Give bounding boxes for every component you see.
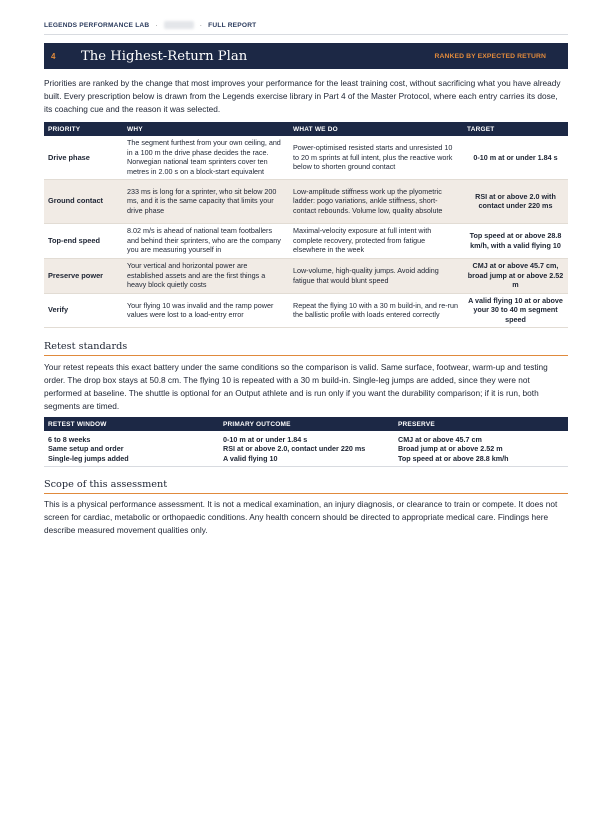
col-header-primary-outcome: PRIMARY OUTCOME [219, 417, 394, 431]
running-head [44, 21, 568, 29]
col-header-priority: PRIORITY [44, 122, 123, 136]
table-row [44, 431, 568, 466]
preserve-line: CMJ at or above 45.7 cm [398, 435, 482, 444]
primary-outcome-cell [219, 431, 394, 466]
table-row [44, 293, 568, 327]
scope-heading: Scope of this assessment [44, 479, 168, 490]
preserve-cell [394, 431, 568, 466]
retest-body: Your retest repeats this exact battery under the same conditions so the comparison is valid. Same surface, footwear, warm-up and testing order. The drop box stays at 50.8 cm. The flying 10 is repeated with a 30 m build-in. Single-leg jumps are added, since they were not performed at baseline. The shuttle is optional for an Output athlete and is run only if you want the durability comparison; if it is run, both segments are timed. [44, 362, 548, 411]
target-cell: RSI at or above 2.0 with contact under 220 ms [463, 179, 568, 223]
retest-table [44, 417, 568, 467]
target-cell: 0-10 m at or under 1.84 s [463, 136, 568, 179]
what-cell: Low-volume, high-quality jumps. Avoid adding fatigue that would blunt speed [289, 258, 463, 293]
col-header-why: WHY [123, 122, 289, 136]
why-cell: 8.02 m/s is ahead of national team footballers and behind their sprinters, who are the company you are measuring yourself in [123, 223, 289, 258]
running-head-separator-2: · [199, 21, 203, 29]
why-cell: Your flying 10 was invalid and the ramp power values were lost to a load-entry error [123, 293, 289, 327]
scope-body: This is a physical performance assessment. It is not a medical examination, an injury diagnosis, or clearance to train or compete. It does not screen for cardiac, metabolic or orthopaedic conditions. Any health concern should be directed to appropriate medical care. Findings here describe measured movement qualities only. [44, 499, 558, 535]
preserve-line: Top speed at or above 28.8 km/h [398, 453, 509, 463]
table-row [44, 258, 568, 293]
why-cell: The segment furthest from your own ceiling, and in a 100 m the drive phase decides the race. Norwegian national team sprinters cover ten metres in 2.00 s on a block-start equivalent [123, 136, 289, 179]
table-row [44, 179, 568, 223]
table-row [44, 136, 568, 179]
priority-cell: Verify [44, 293, 123, 327]
target-cell: Top speed at or above 28.8 km/h, with a valid flying 10 [463, 223, 568, 258]
priority-cell: Preserve power [44, 258, 123, 293]
what-cell: Maximal-velocity exposure at full intent with complete recovery, protected from fatigue elsewhere in the week [289, 223, 463, 258]
target-cell: CMJ at or above 45.7 cm, broad jump at or above 2.52 m [463, 258, 568, 293]
col-header-preserve: PRESERVE [394, 417, 568, 431]
table-row [44, 223, 568, 258]
target-cell: A valid flying 10 at or above your 30 to 40 m segment speed [463, 293, 568, 327]
what-cell: Repeat the flying 10 with a 30 m build-in, and re-run the ballistic profile with loads entered correctly [289, 293, 463, 327]
scope-heading-rule [44, 493, 568, 494]
retest-window-line: Same setup and order [48, 444, 124, 454]
priority-cell: Top-end speed [44, 223, 123, 258]
section-title: The Highest-Return Plan [81, 48, 248, 64]
running-head-report: FULL REPORT [208, 21, 257, 29]
section-intro: Priorities are ranked by the change that most improves your performance for the least training cost, without sacrificing what you have already built. Every prescription below is drawn from the Legends exercise library in Part 4 of the Master Protocol, where each entry carries its dose, its coaching cue and the reason it was selected. [44, 78, 561, 114]
col-header-what: WHAT WE DO [289, 122, 463, 136]
col-header-retest-window: RETEST WINDOW [44, 417, 219, 431]
priority-cell: Ground contact [44, 179, 123, 223]
primary-outcome-line: A valid flying 10 [223, 453, 278, 463]
section-header-bar [44, 43, 568, 69]
retest-window-line: 6 to 8 weeks [48, 435, 91, 444]
retest-window-line: Single-leg jumps added [48, 453, 129, 463]
why-cell: Your vertical and horizontal power are established assets and are the first things a heavy block quietly costs [123, 258, 289, 293]
plan-table-header [44, 122, 568, 136]
primary-outcome-line: 0-10 m at or under 1.84 s [223, 435, 308, 444]
retest-heading-rule [44, 355, 568, 356]
redacted-athlete-name [164, 21, 194, 29]
what-cell: Power-optimised resisted starts and unresisted 10 to 20 m sprints at full intent, plus the reactive work below to shorten ground contact [289, 136, 463, 179]
section-tag: RANKED BY EXPECTED RETURN [434, 52, 546, 60]
retest-table-header [44, 417, 568, 431]
primary-outcome-line: RSI at or above 2.0, contact under 220 ms [223, 444, 366, 454]
running-head-separator: · [155, 21, 158, 29]
running-head-org: LEGENDS PERFORMANCE LAB [44, 21, 150, 29]
running-head-divider [44, 34, 568, 35]
section-number: 4 [51, 51, 56, 61]
retest-window-cell [44, 431, 219, 466]
priority-cell: Drive phase [44, 136, 123, 179]
what-cell: Low-amplitude stiffness work up the plyometric ladder: pogo variations, ankle stiffness, short-contact rebounds. Volume low, quality absolute [289, 179, 463, 223]
preserve-line: Broad jump at or above 2.52 m [398, 444, 503, 454]
why-cell: 233 ms is long for a sprinter, who sit below 200 ms, and it is the same capacity that limits your drive phase [123, 179, 289, 223]
col-header-target: TARGET [463, 122, 568, 136]
retest-heading: Retest standards [44, 341, 128, 352]
plan-table [44, 122, 568, 328]
